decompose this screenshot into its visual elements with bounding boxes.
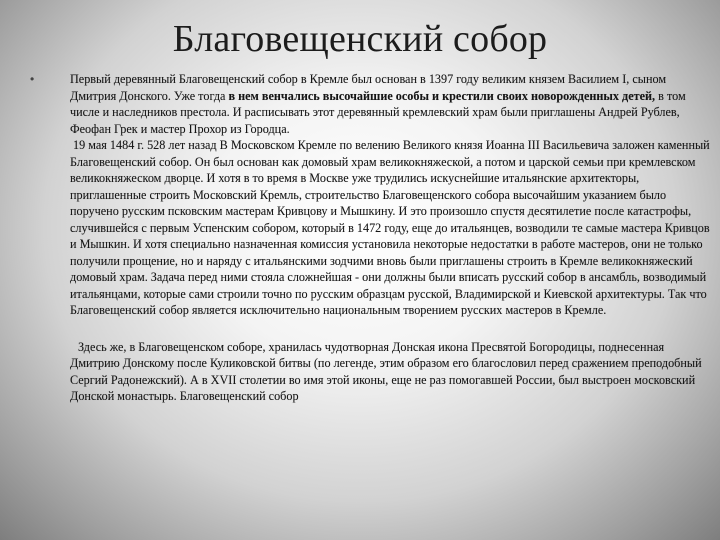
paragraph-1-bold-text: в нем венчались высочайшие особы и крестили своих новорожденных детей, — [228, 88, 656, 103]
paragraph-1 — [70, 71, 710, 137]
paragraph-2: 19 мая 1484 г. 528 лет назад В Московском Кремле по велению Великого князя Иоанна III Васильевича заложен каменный Благовещенский собор. Он был основан как домовый храм великокняжеской, а потом и царской семьи при кремлевском великокняжеском дворце. И хотя в то время в Москве уже трудились искуснейшие итальянские архитекторы, приглашенные строить Московский Кремль, строительство Благовещенского собора высочайшим указанием было поручено русским псковским мастерам Кривцову и Мышкину. И это произошло спустя десятилетие после катастрофы, случившейся с первым Успенским собором, который в 1472 году, еще до итальянцев, возводили те самые мастера Кривцов и Мышкин. И хотя специально назначенная комиссия установила некоторые недостатки в работе мастеров, они не только получили прощение, но и наряду с итальянскими зодчими вновь были приглашены строить в Кремле великокняжеский домовый храм. Задача перед ними стояла сложнейшая - они должны были вписать русский собор в ансамбль, возводимый итальянцами, которые сами строили точно по русским образцам русской, Владимирской и Киевской архитектуры. Так что Благовещенский собор является исключительно национальным творением русских мастеров в Кремле. — [70, 138, 710, 317]
slide-title: Благовещенский собор — [172, 18, 548, 60]
paragraph-1-text-b: в том числе и наследников престола. И расписывать этот деревянный кремлевский храм были приглашены Андрей Рублев, Феофан Грек и мастер Прохор из Городца. — [70, 88, 686, 136]
paragraph-3: Здесь же, в Благовещенском соборе, хранилась чудотворная Донская икона Пресвятой Богородицы, поднесенная Дмитрию Донскому после Куликовской битвы (по легенде, этим образом его благословил перед сражением преподобный Сергий Радонежский). А в XVII столетии во имя этой иконы, еще не раз помогавшей России, был выстроен московский Донской монастырь. Благовещенский собор — [70, 339, 702, 403]
paragraph-1-text-a: Первый деревянный Благовещенский собор в Кремле был основан в 1397 году великим князем Василием I, сыном Дмитрия Донского. Уже тогда — [70, 72, 667, 103]
slide-body — [70, 71, 710, 405]
bullet-marker: • — [30, 72, 35, 86]
